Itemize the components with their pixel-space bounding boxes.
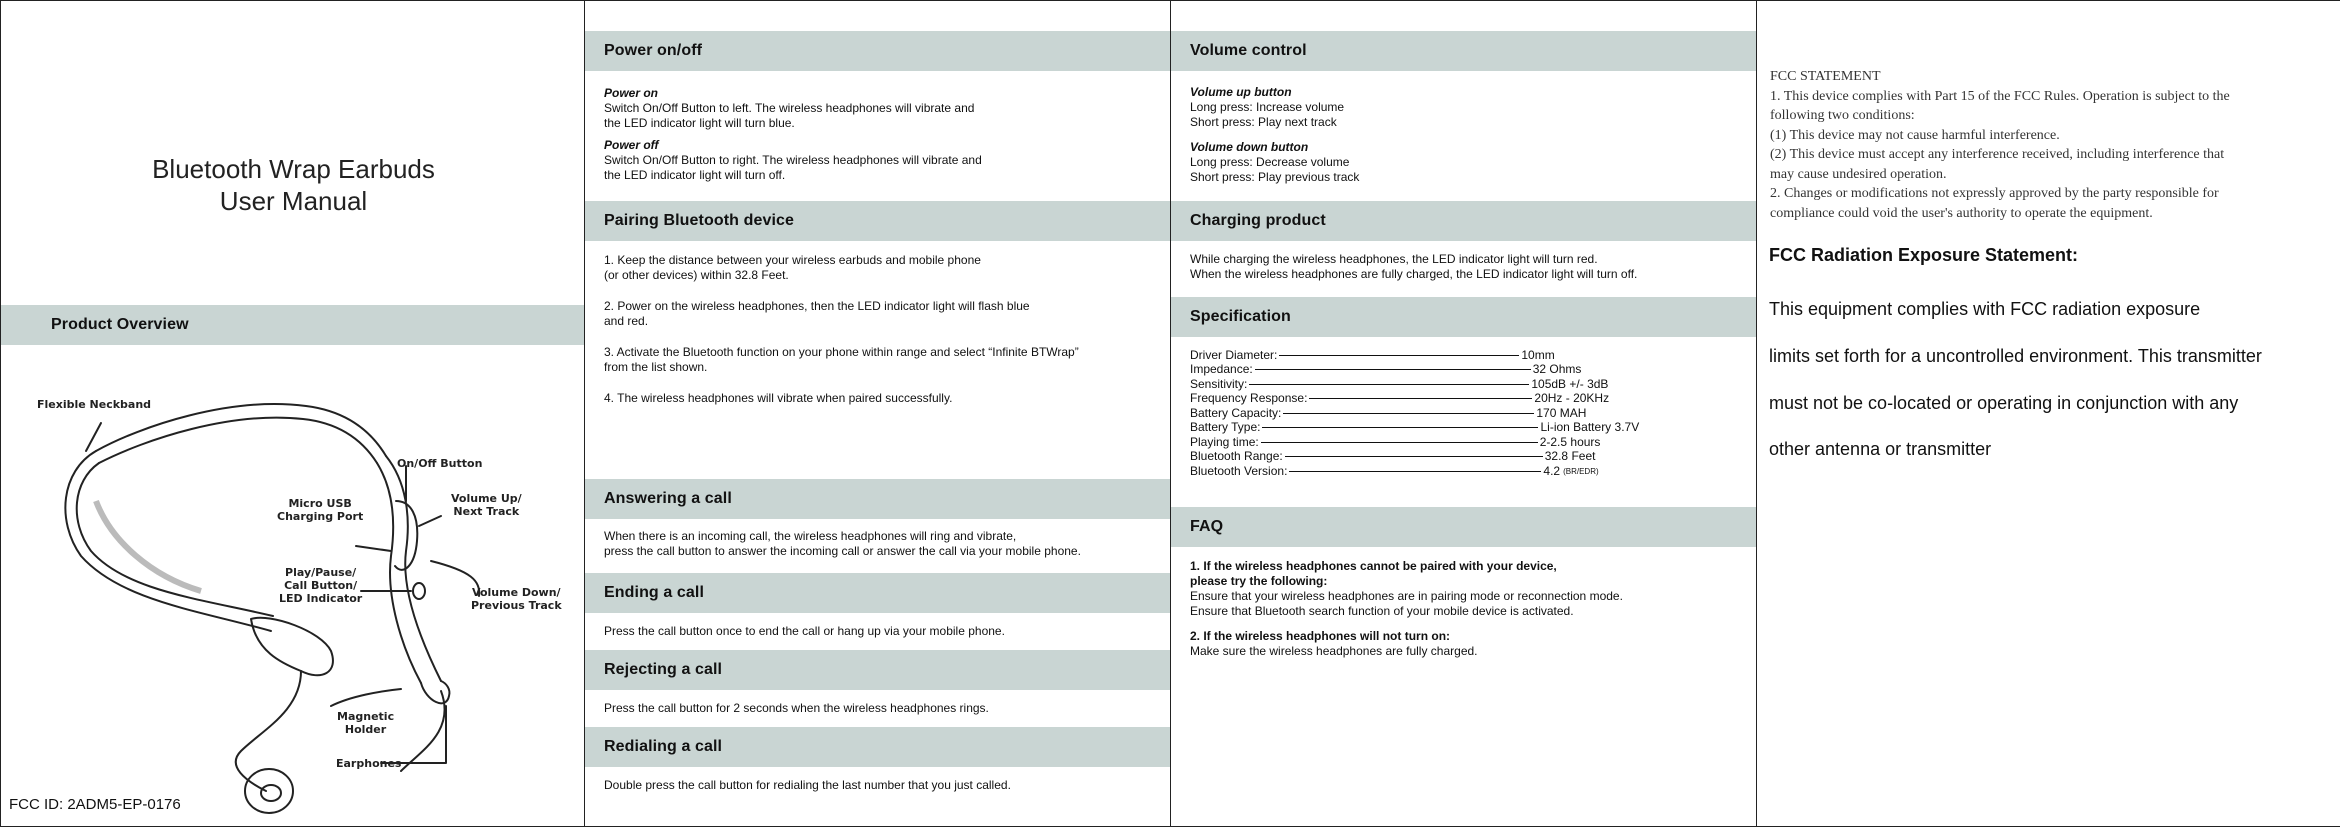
- neckband-inner: [99, 418, 377, 463]
- callout-volup: [451, 492, 522, 518]
- callout-play-l3: LED Indicator: [279, 592, 363, 605]
- spec-label: Battery Capacity:: [1190, 405, 1282, 420]
- pair-step3-line1: 3. Activate the Bluetooth function on your phone within range and select “Infinite BTWrap”: [604, 345, 1079, 359]
- spec-row: [1190, 450, 1746, 465]
- fcc-radiation-line2: limits set forth for a uncontrolled environment. This transmitter: [1769, 346, 2262, 366]
- spec-value: 20Hz - 20KHz: [1534, 391, 1610, 406]
- fcc-s1-line3: (1) This device may not cause harmful interference.: [1770, 127, 2060, 143]
- callout-volup-l1: Volume Up/: [451, 492, 522, 505]
- neckband-shading: [96, 501, 201, 591]
- spec-leader: [1261, 442, 1538, 443]
- cable: [236, 671, 301, 791]
- spec-label: Sensitivity:: [1190, 376, 1248, 391]
- answering-line1: When there is an incoming call, the wireless headphones will ring and vibrate,: [604, 529, 1017, 543]
- pair-step1-line2: (or other devices) within 32.8 Feet.: [604, 268, 789, 282]
- faq1-answer-line2: Ensure that Bluetooth search function of your mobile device is activated.: [1190, 604, 1574, 618]
- manual-title-line1: Bluetooth Wrap Earbuds: [152, 154, 435, 184]
- spec-value: 32 Ohms: [1532, 362, 1582, 377]
- pair-step3-line2: from the list shown.: [604, 360, 708, 374]
- callout-play: [279, 566, 362, 605]
- pair-step4: 4. The wireless headphones will vibrate when paired successfully.: [604, 391, 953, 405]
- charging-heading: Charging product: [1171, 201, 1756, 241]
- callout-line-magnetic: [331, 689, 401, 706]
- charging-line1: While charging the wireless headphones, the LED indicator light will turn red.: [1190, 252, 1598, 266]
- power-on-line1: Switch On/Off Button to left. The wireless headphones will vibrate and: [604, 101, 975, 115]
- vol-down-line2: Short press: Play previous track: [1190, 170, 1360, 184]
- spec-label: Bluetooth Version:: [1190, 463, 1288, 478]
- power-body: [604, 86, 1160, 183]
- ending-text: Press the call button once to end the call or hang up via your mobile phone.: [604, 624, 1005, 638]
- rejecting-text: Press the call button for 2 seconds when the wireless headphones rings.: [604, 701, 989, 715]
- manual-title-line2: User Manual: [219, 186, 368, 216]
- left-pod: [251, 618, 333, 675]
- power-off-line1: Switch On/Off Button to right. The wireless headphones will vibrate and: [604, 153, 982, 167]
- earbud-tip: [261, 785, 281, 801]
- spec-label: Impedance:: [1190, 362, 1253, 377]
- volume-body: [1190, 85, 1746, 185]
- controls-panel: [1170, 0, 1757, 827]
- spec-row: [1190, 406, 1746, 421]
- faq-heading: FAQ: [1171, 507, 1756, 547]
- callout-play-l1: Play/Pause/: [285, 566, 357, 579]
- spec-leader: [1279, 355, 1519, 356]
- product-overview-heading: Product Overview: [1, 305, 584, 345]
- left-arm-inner: [77, 463, 273, 616]
- manual-title: [1, 153, 585, 217]
- right-tip: [421, 681, 449, 703]
- fcc-id: FCC ID: 2ADM5-EP-0176: [9, 796, 181, 813]
- right-arm-outer: [386, 456, 441, 681]
- fcc-panel: [1756, 0, 2340, 827]
- fcc-statement: [1770, 67, 2332, 223]
- fcc-statement-title: FCC STATEMENT: [1770, 69, 1881, 84]
- spec-value: 2-2.5 hours: [1539, 434, 1601, 449]
- charging-body: [1190, 252, 1746, 282]
- rejecting-heading: Rejecting a call: [585, 650, 1170, 690]
- pair-step2-line1: 2. Power on the wireless headphones, then the LED indicator light will flash blue: [604, 299, 1030, 313]
- power-on-label: Power on: [604, 86, 659, 100]
- volume-heading: Volume control: [1171, 31, 1756, 71]
- spec-value: Li-ion Battery 3.7V: [1540, 420, 1640, 435]
- spec-leader: [1249, 384, 1529, 385]
- answering-body: [604, 529, 1160, 559]
- vol-down-label: Volume down button: [1190, 140, 1309, 154]
- cover-panel: [0, 0, 585, 827]
- fcc-radiation-line4: other antenna or transmitter: [1769, 439, 1992, 459]
- fcc-s2-line1: 2. Changes or modifications not expressly approved by the party responsible for: [1770, 186, 2219, 201]
- callout-magnetic-l1: Magnetic: [337, 710, 395, 723]
- callout-usb-l2: Charging Port: [277, 510, 364, 523]
- callout-magnetic-l2: Holder: [344, 723, 387, 736]
- faq2-answer: Make sure the wireless headphones are fully charged.: [1190, 644, 1478, 658]
- callout-volup-l2: Next Track: [453, 505, 520, 518]
- earbud: [245, 769, 293, 813]
- callout-line-usb: [356, 546, 391, 551]
- spec-leader: [1309, 398, 1532, 399]
- ending-body: [604, 624, 1160, 639]
- answering-line2: press the call button to answer the incoming call or answer the call via your mobile phone.: [604, 544, 1081, 558]
- spec-row: [1190, 435, 1746, 450]
- fcc-s1-line2: following two conditions:: [1770, 108, 1915, 123]
- spec-value: 10mm: [1521, 347, 1555, 362]
- callout-onoff: On/Off Button: [397, 457, 483, 470]
- operation-panel: [584, 0, 1171, 827]
- vol-up-line1: Long press: Increase volume: [1190, 100, 1345, 114]
- fcc-s1-line5: may cause undesired operation.: [1770, 166, 1947, 182]
- spec-value: 170 MAH: [1536, 405, 1587, 420]
- callout-voldown: [471, 586, 562, 612]
- faq-body: [1190, 559, 1746, 659]
- spec-row: [1190, 363, 1746, 378]
- play-button: [413, 583, 425, 599]
- callout-play-l2: Call Button/: [284, 579, 358, 592]
- faq1-answer-line1: Ensure that your wireless headphones are in pairing mode or reconnection mode.: [1190, 589, 1623, 603]
- answering-heading: Answering a call: [585, 479, 1170, 519]
- power-off-label: Power off: [604, 138, 659, 152]
- spec-leader: [1262, 427, 1538, 428]
- pairing-heading: Pairing Bluetooth device: [585, 201, 1170, 241]
- callout-line-volup: [419, 516, 441, 526]
- power-off-line2: the LED indicator light will turn off.: [604, 168, 786, 182]
- power-on-line2: the LED indicator light will turn blue.: [604, 116, 795, 130]
- spec-label: Playing time:: [1190, 434, 1259, 449]
- callout-neckband: Flexible Neckband: [37, 398, 152, 411]
- spec-row: [1190, 421, 1746, 436]
- power-heading: Power on/off: [585, 31, 1170, 71]
- pair-step2-line2: and red.: [604, 314, 649, 328]
- specification-heading: Specification: [1171, 297, 1756, 337]
- spec-row: [1190, 464, 1746, 479]
- callout-earphones: Earphones: [336, 757, 402, 770]
- spec-row: [1190, 348, 1746, 363]
- callout-magnetic: [337, 710, 394, 736]
- callout-line-neckband: [86, 423, 101, 451]
- fcc-s1-line1: 1. This device complies with Part 15 of the FCC Rules. Operation is subject to the: [1770, 88, 2230, 104]
- spec-label: Bluetooth Range:: [1190, 449, 1283, 464]
- faq1-question-line2: please try the following:: [1190, 574, 1328, 588]
- spec-leader: [1283, 413, 1534, 414]
- vol-down-line1: Long press: Decrease volume: [1190, 155, 1350, 169]
- fcc-s1-line4: (2) This device must accept any interference received, including interference that: [1770, 147, 2225, 162]
- spec-value-extra: (BR/EDR): [1563, 466, 1599, 476]
- charging-line2: When the wireless headphones are fully charged, the LED indicator light will turn off.: [1190, 267, 1638, 281]
- redialing-heading: Redialing a call: [585, 727, 1170, 767]
- ending-heading: Ending a call: [585, 573, 1170, 613]
- callout-usb: [277, 497, 363, 523]
- right-arm-inner: [377, 463, 421, 683]
- spec-label: Frequency Response:: [1190, 391, 1308, 406]
- redialing-text: Double press the call button for redialing the last number that you just called.: [604, 778, 1011, 792]
- callout-voldown-l1: Volume Down/: [472, 586, 561, 599]
- spec-label: Driver Diameter:: [1190, 347, 1278, 362]
- vol-up-label: Volume up button: [1190, 85, 1292, 99]
- redialing-body: [604, 778, 1160, 793]
- spec-row: [1190, 392, 1746, 407]
- rejecting-body: [604, 701, 1160, 716]
- pairing-body: [604, 253, 1160, 406]
- spec-value: 105dB +/- 3dB: [1531, 376, 1609, 391]
- pair-step1-line1: 1. Keep the distance between your wireless earbuds and mobile phone: [604, 253, 981, 267]
- fcc-radiation-line3: must not be co-located or operating in conjunction with any: [1769, 393, 2239, 413]
- left-arm-outer: [65, 451, 271, 631]
- spec-leader: [1289, 471, 1541, 472]
- spec-leader: [1285, 456, 1543, 457]
- fcc-radiation-line1: This equipment complies with FCC radiation exposure: [1769, 299, 2201, 319]
- callout-voldown-l2: Previous Track: [471, 599, 562, 612]
- fcc-radiation-title: FCC Radiation Exposure Statement:: [1769, 245, 2079, 265]
- spec-value: 4.2: [1543, 463, 1561, 478]
- faq2-question: 2. If the wireless headphones will not turn on:: [1190, 629, 1451, 643]
- spec-table: [1190, 348, 1746, 479]
- fcc-s2-line2: compliance could void the user's authority to operate the equipment.: [1770, 205, 2153, 221]
- spec-row: [1190, 377, 1746, 392]
- faq1-question-line1: 1. If the wireless headphones cannot be paired with your device,: [1190, 559, 1557, 573]
- callout-usb-l1: Micro USB: [288, 497, 352, 510]
- vol-up-line2: Short press: Play next track: [1190, 115, 1337, 129]
- spec-leader: [1255, 369, 1531, 370]
- spec-label: Battery Type:: [1190, 420, 1261, 435]
- spec-value: 32.8 Feet: [1544, 449, 1596, 464]
